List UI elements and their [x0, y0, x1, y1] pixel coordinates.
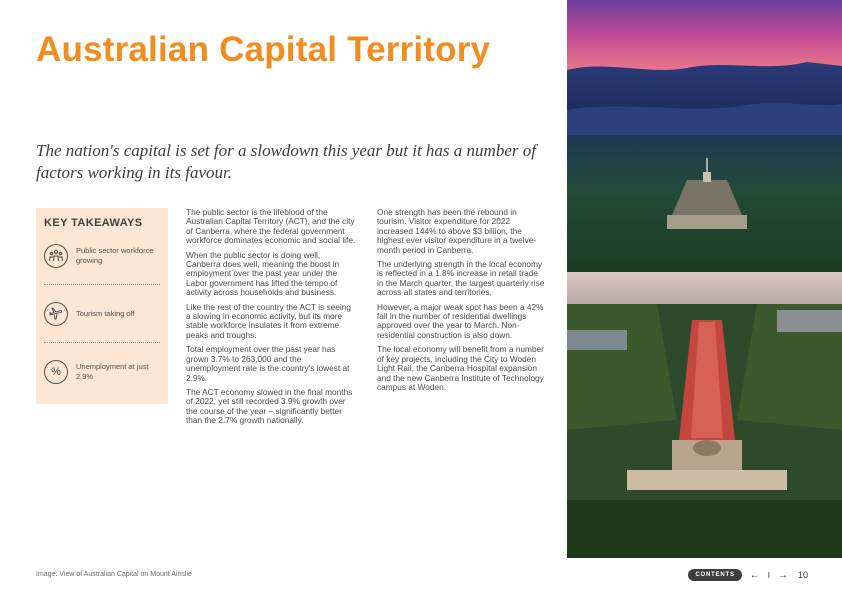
- takeaway-item-public-sector: [44, 244, 160, 274]
- image-caption: Image: View of Australian Capital on Mount Ainslie: [36, 571, 192, 578]
- body-paragraph: The local economy will benefit from a number of key projects, including the City to Woden Light Rail, the Canberra Hospital expansion and the new Canberra Institute of Technology campus at Woden.: [377, 344, 544, 392]
- contents-button[interactable]: CONTENTS: [688, 569, 741, 581]
- takeaway-label: Unemployment at just 2.9%: [76, 362, 149, 381]
- takeaway-divider: [44, 342, 160, 343]
- body-paragraph: Total employment over the past year has grown 3.7% to 263,000 and the unemployment rate is the country's lowest at 2.9%.: [186, 344, 350, 383]
- takeaway-divider: [44, 284, 160, 285]
- people-group-icon: [44, 244, 68, 268]
- takeaway-item-unemployment: [44, 360, 160, 390]
- body-paragraph: However, a major weak spot has been a 42% fall in the number of residential dwellings approved over the year to March. Non-residential construction is also down.: [377, 301, 544, 340]
- body-column-2: [377, 208, 545, 397]
- previous-page-arrow-icon[interactable]: ←: [749, 569, 760, 581]
- key-takeaways-heading: KEY TAKEAWAYS: [44, 217, 143, 229]
- body-paragraph: The ACT economy slowed in the final months of 2022, yet still recorded 3.9% growth over the course of the year – significantly better than the 2.7% growth nationally.: [186, 386, 353, 426]
- body-paragraph: One strength has been the rebound in tourism. Visitor expenditure for 2022 increased 144% to above $3 billion, the highest ever visitor expenditure in a twelve-month period in Canberra.: [377, 207, 537, 255]
- percent-icon: %: [44, 360, 68, 384]
- takeaway-item-tourism: [44, 302, 160, 332]
- body-paragraph: The underlying strength in the local economy is reflected in a 1.8% increase in retail trade in the March quarter, the largest quarterly rise across all states and territories.: [377, 259, 545, 298]
- airplane-icon: [44, 302, 68, 326]
- body-paragraph: Like the rest of the country the ACT is seeing a slowing in economic activity, but its more stable workforce insulates it from extreme peaks and troughs.: [186, 301, 351, 340]
- body-column-1: [186, 208, 356, 431]
- body-paragraph: When the public sector is doing well, Canberra does well, meaning the boost in employment over the past year under the Labor government has lifted the tempo of activity across households and business.: [186, 249, 340, 298]
- next-page-arrow-icon[interactable]: →: [777, 569, 788, 581]
- key-takeaways-box: [36, 208, 168, 404]
- footer-navigation: [688, 569, 808, 581]
- canberra-aerial-photo: [567, 0, 842, 558]
- page-number: 10: [797, 570, 808, 580]
- takeaway-label: Tourism taking off: [76, 309, 135, 318]
- takeaway-label: Public sector workforce growing: [76, 246, 154, 265]
- page-subtitle: The nation's capital is set for a slowdown this year but it has a number of factors working in its favour.: [36, 141, 536, 182]
- nav-separator: I: [767, 570, 770, 580]
- page-title: Australian Capital Territory: [36, 30, 491, 69]
- body-paragraph: The public sector is the lifeblood of the Australian Capital Territory (ACT), and the city of Canberra, where the federal government workforce dominates economic and social life.: [186, 207, 356, 246]
